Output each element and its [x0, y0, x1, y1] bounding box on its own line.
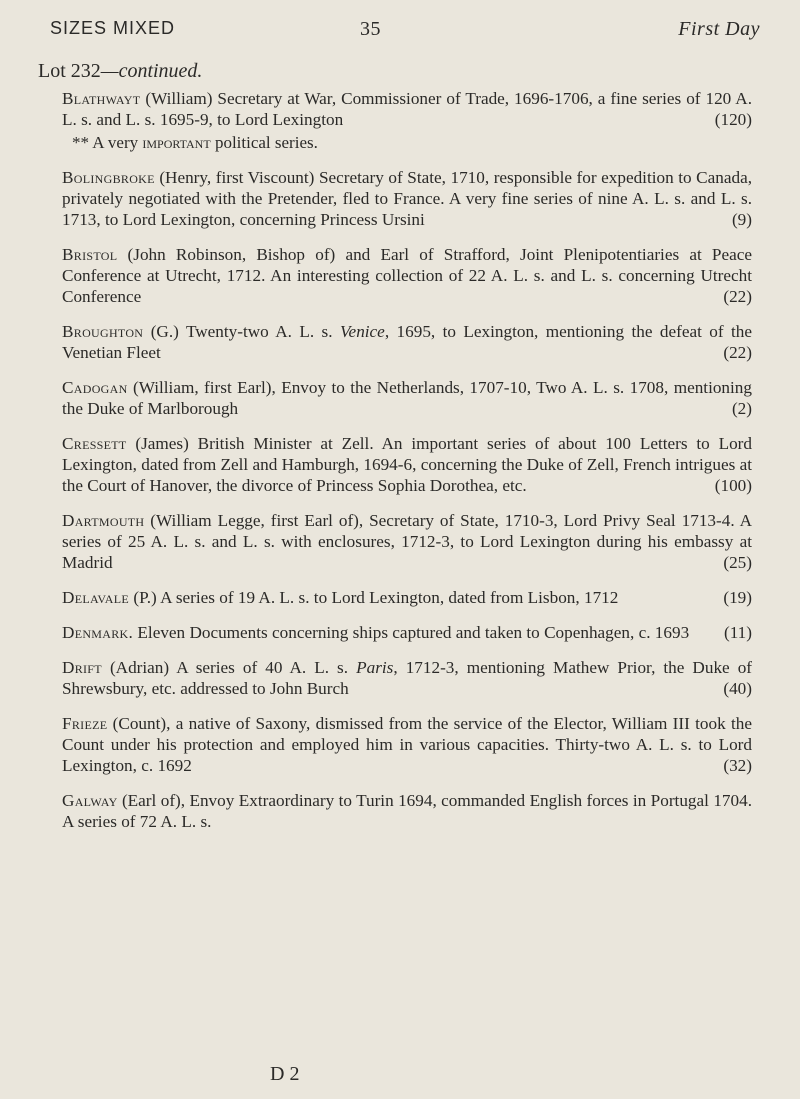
entry-name: Cressett — [62, 434, 127, 453]
entry-count: (19) — [723, 588, 752, 607]
entry-text-cont: , 1695, to Lexington, mentioning the defeat of the Venetian Fleet — [62, 322, 752, 362]
entry-text: (Count), a native of Saxony, dismissed from the service of the Elector, William III took the Count under his protection and employed him in various capacities. Thirty-two A. L. s. to Lord Lexington, c. 1692 — [62, 714, 752, 775]
entry-text: (P.) A series of 19 A. L. s. to Lord Lexington, dated from Lisbon, 1712 — [129, 588, 619, 607]
entry-place: Venice — [339, 322, 385, 341]
entry-text: (James) British Minister at Zell. An important series of about 100 Letters to Lord Lexington, dated from Zell and Hamburgh, 1694-6, concerning the Duke of Zell, French intrigues at the Court of Hanover, the divorce of Princess Sophia Dorothea, etc. — [62, 434, 752, 495]
list-item — [62, 244, 752, 307]
list-item — [62, 167, 752, 230]
entry-place: Paris — [356, 658, 394, 677]
note-stars: ** A very — [72, 133, 139, 152]
lot-continued: —continued. — [100, 60, 203, 82]
note-important: important — [142, 133, 211, 152]
page-header — [50, 18, 760, 48]
entry-text-cont: , 1712-3, mentioning Mathew Prior, the Duke of Shrewsbury, etc. addressed to John Burch — [62, 658, 753, 698]
entry-count: (120) — [714, 110, 752, 129]
entry-count: (100) — [714, 476, 752, 495]
entry-list — [62, 88, 752, 846]
entry-text: (Henry, first Viscount) Secretary of State, 1710, responsible for expedition to Canada, privately negotiated with the Pretender, fled to France. A very fine series of nine A. L. s. and L. s. 1713, to Lord Lexington, concerning Princess Ursini — [62, 168, 752, 229]
list-item — [62, 587, 752, 608]
entry-count: (22) — [723, 343, 752, 362]
note-rest: political series. — [214, 133, 318, 152]
entry-note — [62, 132, 752, 153]
entry-name: Galway — [62, 791, 118, 810]
entry-name: Bolingbroke — [62, 168, 155, 187]
list-item — [62, 433, 752, 496]
entry-text: (Adrian) A series of 40 A. L. s. — [101, 658, 349, 677]
entry-count: (11) — [724, 623, 752, 642]
entry-text: (William, first Earl), Envoy to the Netherlands, 1707-10, Two A. L. s. 1708, mentioning the Duke of Marlborough — [62, 378, 752, 418]
entry-text: (John Robinson, Bishop of) and Earl of Strafford, Joint Plenipotentiaries at Peace Conference at Utrecht, 1712. An interesting collection of 22 A. L. s. and L. s. concerning Utrecht Conference — [62, 245, 752, 306]
entry-text: (Earl of), Envoy Extraordinary to Turin 1694, commanded English forces in Portugal 1704. A series of 72 A. L. s. — [62, 791, 752, 831]
entry-count: (25) — [723, 553, 752, 572]
header-section: SIZES MIXED — [50, 18, 176, 38]
entry-name: Frieze — [62, 714, 108, 733]
entry-count: (22) — [723, 287, 752, 306]
entry-name: Drift — [62, 658, 102, 677]
entry-text: (G.) Twenty-two A. L. s. — [143, 322, 333, 341]
page-number: 35 — [360, 18, 381, 40]
lot-heading — [38, 60, 202, 83]
list-item — [62, 790, 752, 832]
entry-name: Delavale — [62, 588, 130, 607]
list-item — [62, 713, 752, 776]
list-item — [62, 321, 752, 363]
list-item — [62, 622, 752, 643]
entry-name: Denmark. — [62, 623, 134, 642]
entry-name: Blathwayt — [62, 89, 141, 108]
list-item — [62, 377, 752, 419]
entry-text: (William) Secretary at War, Commissioner of Trade, 1696-1706, a fine series of 120 A. L. s. and L. s. 1695-9, to Lord Lexington — [62, 89, 752, 129]
entry-name: Bristol — [62, 245, 118, 264]
entry-name: Broughton — [62, 322, 144, 341]
entry-count: (40) — [723, 679, 752, 698]
entry-count: (32) — [723, 756, 752, 775]
entry-name: Cadogan — [62, 378, 128, 397]
entry-name: Dartmouth — [62, 511, 145, 530]
header-day: First Day — [678, 18, 760, 40]
list-item — [62, 88, 752, 153]
list-item — [62, 510, 752, 573]
entry-text: (William Legge, first Earl of), Secretary of State, 1710-3, Lord Privy Seal 1713-4. A series of 25 A. L. s. and L. s. with enclosures, 1712-3, to Lord Lexington during his embassy at Madrid — [62, 511, 752, 572]
entry-count: (9) — [731, 210, 752, 229]
signature-mark: D 2 — [270, 1063, 300, 1085]
entry-count: (2) — [731, 399, 752, 418]
entry-text: Eleven Documents concerning ships captured and taken to Copenhagen, c. 1693 — [133, 623, 690, 642]
lot-label: Lot 232 — [38, 60, 101, 82]
list-item — [62, 657, 752, 699]
